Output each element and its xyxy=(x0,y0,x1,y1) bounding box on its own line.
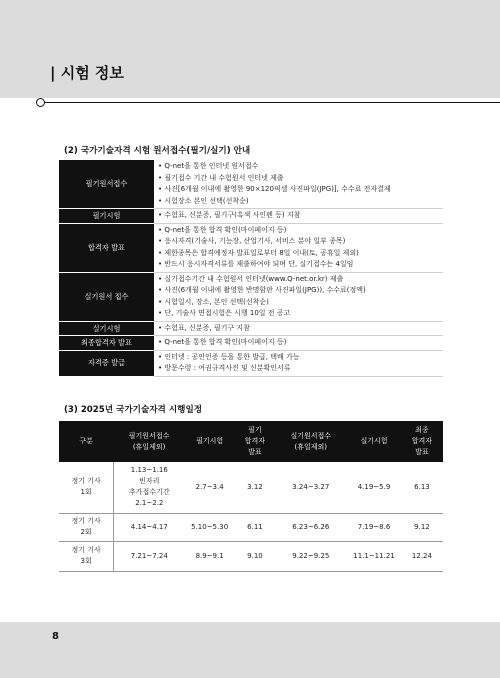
table-cell xyxy=(59,513,114,541)
detail-line: • 수험표, 신분증, 필기구(흑색 사인펜 등) 지참 xyxy=(158,211,301,219)
table-cell xyxy=(59,541,114,571)
application-table xyxy=(59,160,443,377)
header-text: 최종 xyxy=(415,426,429,434)
detail-line: • 사진[6개월 이내에 촬영한 90×120픽셀 사진파일(JPG)], 수수료 전자결제 xyxy=(158,185,391,193)
table-row xyxy=(59,209,443,224)
table-row xyxy=(59,513,443,541)
header-text: 구분 xyxy=(79,437,93,445)
cell-text: 2.7~3.4 xyxy=(195,482,224,491)
row-details xyxy=(154,223,443,272)
cell-text: 12.24 xyxy=(411,551,432,560)
header-text: 합격자 xyxy=(411,437,433,445)
table-row xyxy=(59,160,443,209)
column-header xyxy=(401,421,442,462)
cell-text: 6.23~6.26 xyxy=(292,522,330,531)
page-number: 8 xyxy=(52,631,59,642)
row-details xyxy=(154,272,443,321)
detail-line: • 단, 기술사 면접시험은 시행 10일 전 공고 xyxy=(158,309,291,317)
header-text: 발표 xyxy=(415,448,429,456)
detail-line: • 방문수령 : 여권규격사진 및 신분확인서류 xyxy=(158,364,291,372)
header-text: 필기 xyxy=(248,426,262,434)
row-category: 합격자 발표 xyxy=(59,223,154,272)
row-category: 최종합격자 발표 xyxy=(59,336,154,351)
column-header xyxy=(59,421,114,462)
column-header xyxy=(347,421,402,462)
header-text: (휴일제외) xyxy=(294,442,328,451)
column-header xyxy=(114,421,185,462)
cell-text: 2회 xyxy=(80,528,92,536)
detail-line: • Q-net을 통한 인터넷 원서접수 xyxy=(158,162,259,170)
row-category: 필기원서접수 xyxy=(59,160,154,209)
cell-text: 정기 기사 xyxy=(71,477,101,486)
detail-line: • 사진(6개월 이내에 촬영한 반명함판 사진파일(JPG)), 수수료(정액) xyxy=(158,286,366,294)
row-details xyxy=(154,321,443,336)
header-divider xyxy=(44,102,500,103)
cell-text: 추가접수기간 xyxy=(129,488,170,497)
column-header xyxy=(235,421,275,462)
detail-line: • 수험표, 신분증, 필기구 지참 xyxy=(158,323,250,332)
detail-line: • 시험일시, 장소, 본인 선택(선착순) xyxy=(158,297,269,306)
row-details xyxy=(154,336,443,351)
column-header xyxy=(184,421,235,462)
cell-text: 1.13~1.16 xyxy=(130,466,168,475)
header-text: 필기시험 xyxy=(196,437,224,445)
row-details xyxy=(154,350,443,376)
table-cell xyxy=(184,513,235,541)
detail-line: • 응시자격(기술사, 기능장, 산업기사, 서비스 분야 일부 종목) xyxy=(158,237,346,245)
schedule-table xyxy=(59,421,443,572)
cell-text: 3회 xyxy=(80,557,92,565)
table-cell xyxy=(235,462,275,513)
row-details xyxy=(154,160,443,209)
table-cell xyxy=(59,462,114,513)
table-cell xyxy=(401,462,442,513)
table-cell xyxy=(275,462,347,513)
table-row xyxy=(59,223,443,272)
header-text: 실기원서접수 xyxy=(290,431,332,440)
cell-text: 11.1~11.21 xyxy=(353,551,395,560)
row-category: 실기원서 접수 xyxy=(59,272,154,321)
page-title: | 시험 정보 xyxy=(50,64,124,82)
table-row xyxy=(59,321,443,336)
detail-line: • 시험장소 본인 선택(선착순) xyxy=(158,196,249,205)
column-header xyxy=(275,421,347,462)
row-category: 필기시험 xyxy=(59,209,154,224)
cell-text: 6.11 xyxy=(247,522,263,531)
section-heading-schedule: (3) 2025년 국가기술자격 시행일정 xyxy=(64,405,203,415)
cell-text: 9.22~9.25 xyxy=(292,551,330,560)
header-band xyxy=(0,0,500,98)
table-cell xyxy=(235,541,275,571)
row-category: 자격증 발급 xyxy=(59,350,154,376)
header-text: (휴일제외) xyxy=(132,442,166,451)
table-cell xyxy=(347,462,402,513)
table-cell xyxy=(347,541,402,571)
table-cell xyxy=(347,513,402,541)
cell-text: 정기 기사 xyxy=(71,517,101,525)
detail-line: • Q-net을 통한 합격 확인(마이페이지 등) xyxy=(158,225,287,234)
detail-line: • 인터넷 : 공인인증 등을 통한 발급, 택배 가능 xyxy=(158,352,300,361)
cell-text: 1회 xyxy=(80,488,92,497)
cell-text: 빈자리 xyxy=(139,477,160,486)
cell-text: 정기 기사 xyxy=(71,546,101,554)
row-category: 실기시험 xyxy=(59,321,154,336)
table-row xyxy=(59,350,443,376)
divider-dot-icon xyxy=(36,98,45,107)
footer-band xyxy=(0,622,500,678)
cell-text: 8.9~9.1 xyxy=(195,551,224,560)
cell-text: 9.12 xyxy=(414,522,430,531)
table-row xyxy=(59,336,443,351)
detail-line: • Q-net을 통한 합격 확인(마이페이지 등) xyxy=(158,338,287,346)
header-text: 실기시험 xyxy=(360,437,388,445)
table-cell xyxy=(401,513,442,541)
table-row xyxy=(59,541,443,571)
table-cell xyxy=(114,462,185,513)
cell-text: 7.21~7.24 xyxy=(130,551,168,560)
cell-text: 4.14~4.17 xyxy=(130,522,168,531)
cell-text: 2.1~2.2 xyxy=(135,499,164,508)
table-cell xyxy=(184,462,235,513)
detail-line: • 필기접수 기간 내 수험원서 인터넷 제출 xyxy=(158,173,284,182)
header-text: 발표 xyxy=(248,448,262,456)
cell-text: 9.10 xyxy=(247,551,263,560)
table-row xyxy=(59,462,443,513)
table-cell xyxy=(114,513,185,541)
section-heading-application: (2) 국가기술자격 시험 원서접수(필기/실기) 안내 xyxy=(64,146,251,156)
cell-text: 5.10~5.30 xyxy=(191,522,229,531)
cell-text: 6.13 xyxy=(414,482,430,491)
table-row xyxy=(59,272,443,321)
cell-text: 4.19~5.9 xyxy=(357,482,391,491)
table-cell xyxy=(184,541,235,571)
cell-text: 7.19~8.6 xyxy=(357,522,391,531)
table-cell xyxy=(235,513,275,541)
table-cell xyxy=(401,541,442,571)
row-details xyxy=(154,209,443,224)
cell-text: 3.12 xyxy=(247,482,263,491)
table-cell xyxy=(275,513,347,541)
table-cell xyxy=(275,541,347,571)
detail-line: • 반드시 응시자격서류를 제출하여야 되며 단, 실기접수는 4일임 xyxy=(158,260,354,268)
cell-text: 3.24~3.27 xyxy=(292,482,330,491)
table-cell xyxy=(114,541,185,571)
detail-line: • 실기접수기간 내 수험원서 인터넷(www.Q-net.or.kr) 제출 xyxy=(158,274,344,283)
detail-line: • 제한종목은 합격예정자 발표일로부터 8일 이내(토, 공휴일 제외) xyxy=(158,248,359,257)
header-text: 필기원서접수 xyxy=(128,431,170,440)
header-text: 합격자 xyxy=(244,437,266,445)
